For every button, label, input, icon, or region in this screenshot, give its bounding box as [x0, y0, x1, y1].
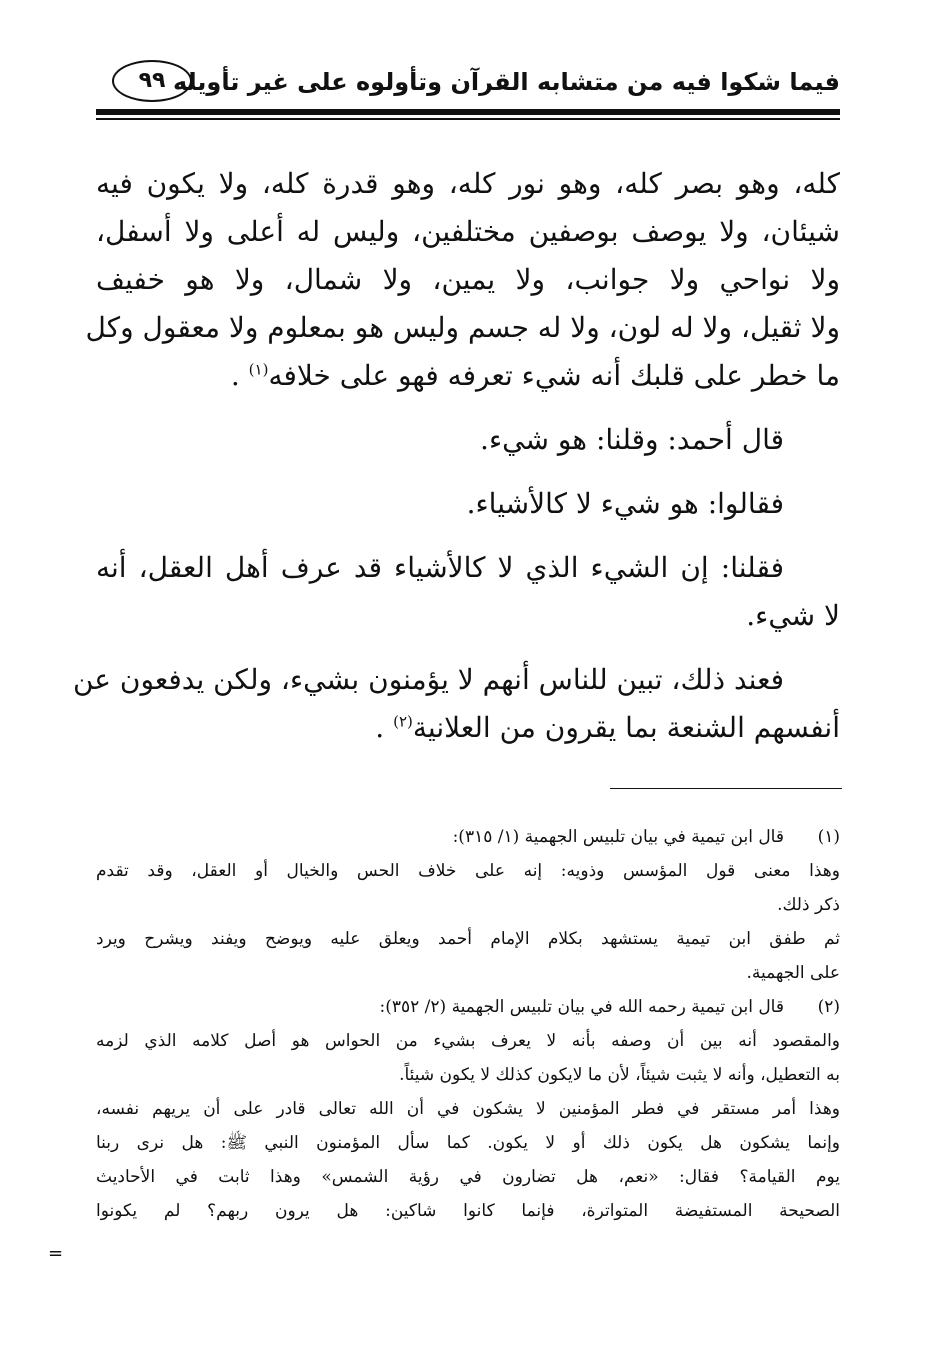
footnote-line: الصحيحة المستفيضة المتواترة، فإنما كانوا شاكين: هل يرون ربهم؟ لم يكونوا — [96, 1201, 840, 1221]
main-text — [72, 160, 840, 752]
footnote-line: به التعطيل، وأنه لا يثبت شيئاً، لأن ما لايكون كذلك لا يكون شيئاً. — [399, 1065, 840, 1085]
footnote-line: وإنما يشكون هل يكون ذلك أو لا يكون. كما سأل المؤمنون النبي ﷺ: هل نرى ربنا — [96, 1133, 840, 1153]
footnote-line: ثم طفق ابن تيمية يستشهد بكلام الإمام أحمد ويعلق عليه ويوضح ويفند ويشرح ويرد — [96, 929, 840, 949]
body-line: قال أحمد: وقلنا: هو شيء. — [480, 423, 784, 456]
full-stop: . — [230, 359, 240, 392]
footnote-line: على الجهمية. — [746, 963, 840, 983]
footnote-line — [96, 820, 840, 854]
body-line — [96, 704, 840, 752]
footnote-number: (١) — [817, 827, 840, 847]
body-line: لا شيء. — [746, 599, 840, 632]
footnote-line — [96, 990, 840, 1024]
body-line — [96, 352, 840, 400]
body-line: ولا ثقيل، ولا له لون، ولا له جسم وليس هو بمعلوم ولا معقول وكل — [85, 311, 840, 344]
footnote-line: يوم القيامة؟ فقال: «نعم، هل تضارون في رؤية الشمس» وهذا ثابت في الأحاديث — [96, 1167, 840, 1187]
running-title: فيما شكوا فيه من متشابه القرآن وتأولوه على غير تأويله — [173, 68, 840, 96]
page-number: ٩٩ — [112, 60, 192, 102]
body-text: أنفسهم الشنعة بما يقرون من العلانية — [412, 711, 840, 744]
footnote-ref: (٢) — [393, 712, 413, 731]
footnote-number: (٢) — [817, 997, 840, 1017]
footnote-text: قال ابن تيمية في بيان تلبيس الجهمية (١/ ٣١٥): — [452, 827, 784, 847]
body-line: كله، وهو بصر كله، وهو نور كله، وهو قدرة كله، ولا يكون فيه — [96, 167, 840, 200]
footnote-ref: (١) — [248, 360, 269, 379]
body-text: ما خطر على قلبك أنه شيء تعرفه فهو على خلافه — [268, 359, 840, 392]
page-header — [96, 52, 840, 118]
footnotes — [96, 820, 840, 1228]
body-line: فقالوا: هو شيء لا كالأشياء. — [466, 487, 784, 520]
footnote-line: وهذا معنى قول المؤسس وذويه: إنه على خلاف الحس والخيال أو العقل، وقد تقدم — [96, 861, 840, 881]
body-line: فقلنا: إن الشيء الذي لا كالأشياء قد عرف أهل العقل، أنه — [96, 551, 784, 584]
footnote-text: قال ابن تيمية رحمه الله في بيان تلبيس الجهمية (٢/ ٣٥٢): — [379, 997, 784, 1017]
body-line: فعند ذلك، تبين للناس أنهم لا يؤمنون بشيء، ولكن يدفعون عن — [72, 663, 784, 696]
continuation-mark: = — [48, 1243, 64, 1264]
body-line: ولا نواحي ولا جوانب، ولا يمين، ولا شمال، ولا هو خفيف — [96, 263, 840, 296]
footnote-line: وهذا أمر مستقر في فطر المؤمنين لا يشكون في أن الله تعالى قادر على أن يريهم نفسه، — [96, 1099, 840, 1119]
footnote-separator — [610, 788, 842, 789]
full-stop: . — [375, 711, 385, 744]
header-rule-thin — [96, 118, 840, 120]
footnote-line: والمقصود أنه بين أن وصفه بأنه لا يعرف بشيء من الحواس هو أصل كلامه الذي لزمه — [96, 1031, 840, 1051]
body-line: شيئان، ولا يوصف بوصفين مختلفين، وليس له أعلى ولا أسفل، — [96, 215, 840, 248]
header-rule-thick — [96, 109, 840, 115]
footnote-line: ذكر ذلك. — [777, 895, 840, 915]
